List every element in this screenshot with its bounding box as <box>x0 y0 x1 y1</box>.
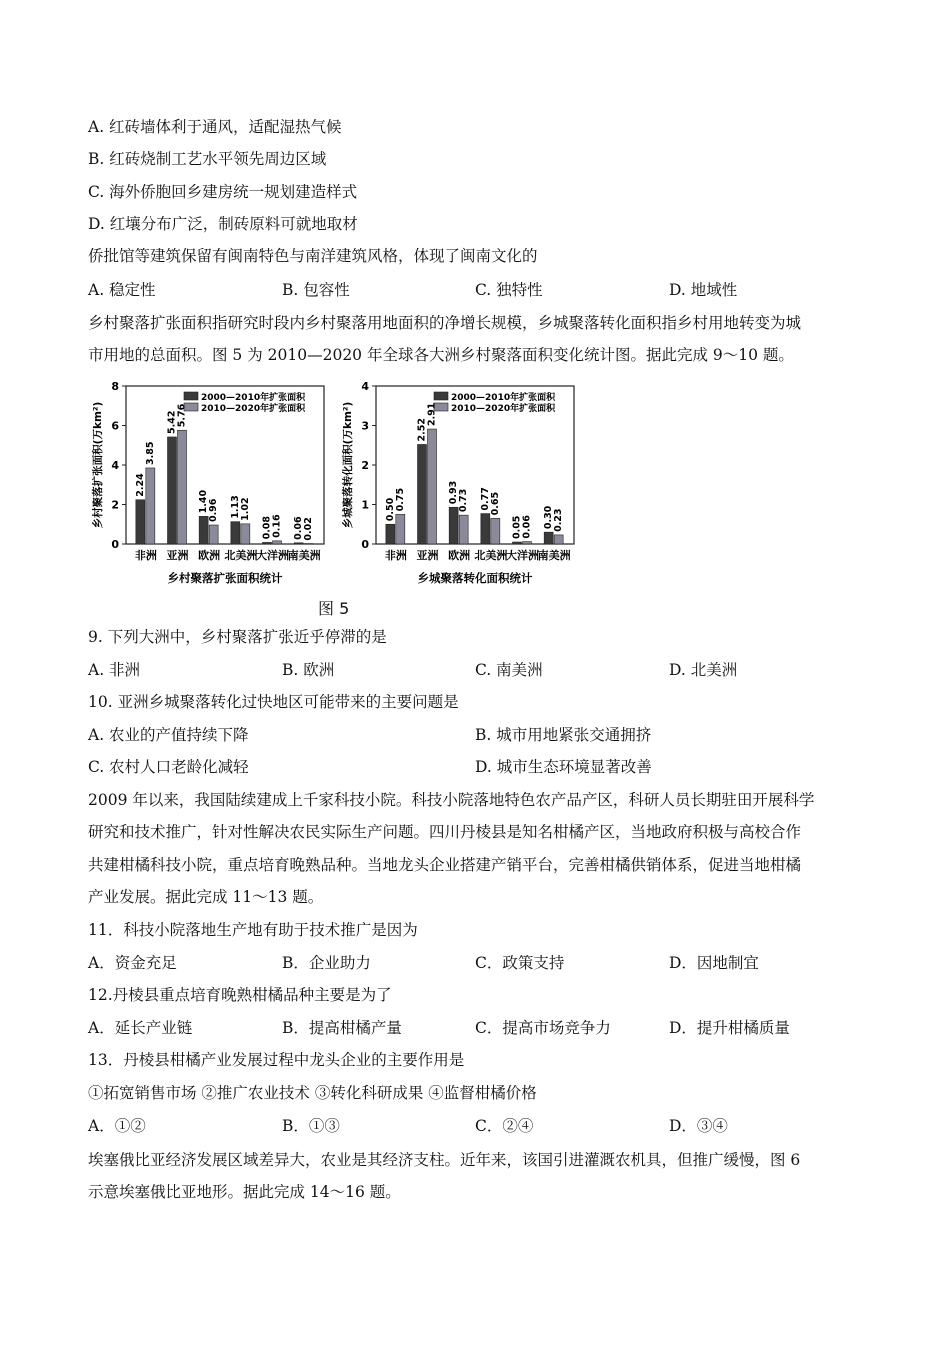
x-tick-label: 南美洲 <box>287 549 321 562</box>
q10-option-d: D. 城市生态环境显著改善 <box>475 758 652 776</box>
rural-expansion-chart <box>88 380 333 590</box>
bar <box>513 542 522 544</box>
q9-option-c: C. 南美洲 <box>475 661 543 679</box>
data-label: 0.02 <box>303 517 315 541</box>
bar <box>459 515 468 544</box>
q12-option-b: B．提高柑橘产量 <box>282 1019 402 1037</box>
bar <box>449 507 458 544</box>
data-label: 0.73 <box>458 488 470 513</box>
q13-items: ①拓宽销售市场 ②推广农业技术 ③转化科研成果 ④监督柑橘价格 <box>88 1084 537 1102</box>
intro-14-16-line1: 埃塞俄比亚经济发展区域差异大，农业是其经济支柱。近年来，该国引进灌溉农机具，但推广缓慢，图 6 <box>88 1151 801 1169</box>
data-label: 0.75 <box>394 487 406 512</box>
bar <box>396 514 405 544</box>
x-tick-label: 非洲 <box>384 549 407 562</box>
q10-stem: 10. 亚洲乡城聚落转化过快地区可能带来的主要问题是 <box>88 693 459 711</box>
y-tick-label: 8 <box>111 380 119 393</box>
bar <box>136 500 145 544</box>
x-tick-label: 北美洲 <box>474 549 508 562</box>
q8-option-c: C. 海外侨胞回乡建房统一规划建造样式 <box>88 183 358 201</box>
q8-option-b: B. 红砖烧制工艺水平领先周边区域 <box>88 150 327 168</box>
y-axis-label: 乡村聚落扩张面积(万km²) <box>92 401 104 529</box>
bar <box>178 430 187 544</box>
q8b-option-a: A. 稳定性 <box>88 281 156 299</box>
intro-14-16-line2: 示意埃塞俄比亚地形。据此完成 14～16 题。 <box>88 1183 401 1201</box>
bar <box>273 541 282 544</box>
q11-option-a: A．资金充足 <box>88 954 177 972</box>
y-axis-label: 乡城聚落转化面积(万km²) <box>342 401 354 529</box>
data-label: 1.40 <box>198 489 210 514</box>
x-tick-label: 亚洲 <box>166 549 189 562</box>
data-label: 2.24 <box>134 473 146 497</box>
q13-option-b: B．①③ <box>282 1117 340 1135</box>
q8-option-a: A. 红砖墙体利于通风，适配湿热气候 <box>88 118 342 136</box>
bar <box>418 444 427 544</box>
bar <box>554 535 563 544</box>
data-label: 0.08 <box>261 515 273 540</box>
bar <box>263 542 272 544</box>
q9-option-b: B. 欧洲 <box>282 661 335 679</box>
bar <box>544 532 553 544</box>
q8b-option-c: C. 独特性 <box>475 281 543 299</box>
data-label: 0.05 <box>511 515 523 540</box>
bar <box>491 518 500 544</box>
y-tick-label: 1 <box>361 498 369 512</box>
q11-option-d: D．因地制宜 <box>669 954 759 972</box>
y-tick-label: 3 <box>361 419 369 433</box>
y-tick-label: 6 <box>111 419 119 433</box>
bar <box>241 524 250 544</box>
bar <box>481 514 490 544</box>
legend-label: 2010—2020年扩张面积 <box>201 404 306 414</box>
y-tick-label: 4 <box>361 380 369 393</box>
legend-label: 2000—2010年扩张面积 <box>201 393 306 403</box>
q11-option-c: C．政策支持 <box>475 954 565 972</box>
data-label: 0.06 <box>521 515 533 539</box>
data-label: 2.91 <box>426 402 438 427</box>
x-tick-label: 非洲 <box>134 549 157 562</box>
bar <box>386 524 395 544</box>
y-tick-label: 2 <box>361 459 369 472</box>
x-tick-label: 大洋洲 <box>506 549 539 562</box>
intro-9-10-line2: 市用地的总面积。图 5 为 2010—2020 年全球各大洲乡村聚落面积变化统计图。据此完成 9～10 题。 <box>88 346 794 364</box>
intro-11-13-line1: 2009 年以来，我国陆续建成上千家科技小院。科技小院落地特色农产品产区，科研人员长期驻田开展科学 <box>88 791 815 809</box>
q9-stem: 9. 下列大洲中，乡村聚落扩张近乎停滞的是 <box>88 628 387 646</box>
x-tick-label: 南美洲 <box>537 549 571 562</box>
x-tick-label: 欧洲 <box>448 549 471 562</box>
q8b-stem: 侨批馆等建筑保留有闽南特色与南洋建筑风格，体现了闽南文化的 <box>88 247 538 265</box>
intro-11-13-line4: 产业发展。据此完成 11～13 题。 <box>88 888 324 906</box>
intro-9-10-line1: 乡村聚落扩张面积指研究时段内乡村聚落用地面积的净增长规模，乡城聚落转化面积指乡村用地转变为城 <box>88 314 802 332</box>
data-label: 3.85 <box>144 441 156 465</box>
figure-caption: 图 5 <box>318 599 350 618</box>
data-label: 0.65 <box>489 491 501 516</box>
q8-option-d: D. 红壤分布广泛，制砖原料可就地取材 <box>88 215 358 233</box>
q12-option-c: C．提高市场竞争力 <box>475 1019 611 1037</box>
bar <box>523 542 532 544</box>
bar <box>168 437 177 544</box>
data-label: 0.30 <box>543 505 555 530</box>
q13-option-a: A．①② <box>88 1117 146 1135</box>
q13-option-c: C．②④ <box>475 1117 534 1135</box>
data-label: 0.77 <box>479 487 491 511</box>
q8b-option-d: D. 地域性 <box>669 281 738 299</box>
data-label: 0.96 <box>208 498 220 523</box>
data-label: 0.16 <box>271 514 283 538</box>
legend-swatch <box>434 392 448 400</box>
bar <box>146 468 155 544</box>
bar <box>209 525 218 544</box>
intro-11-13-line3: 共建柑橘科技小院，重点培育晚熟品种。当地龙头企业搭建产销平台，完善柑橘供销体系，促进当地柑橘 <box>88 856 802 874</box>
rural-urban-conversion-chart <box>338 380 583 590</box>
x-tick-label: 欧洲 <box>198 549 221 562</box>
data-label: 1.02 <box>239 497 251 521</box>
data-label: 0.23 <box>553 508 565 532</box>
chart-title: 乡村聚落扩张面积统计 <box>167 571 283 585</box>
bar <box>231 522 240 544</box>
q11-stem: 11．科技小院落地生产地有助于技术推广是因为 <box>88 921 418 939</box>
data-label: 0.93 <box>448 480 460 505</box>
x-tick-label: 大洋洲 <box>256 549 289 562</box>
intro-11-13-line2: 研究和技术推广，针对性解决农民实际生产问题。四川丹棱县是知名柑橘产区，当地政府积极与高校合作 <box>88 823 802 841</box>
q10-option-b: B. 城市用地紧张交通拥挤 <box>475 726 652 744</box>
q12-stem: 12.丹棱县重点培育晚熟柑橘品种主要是为了 <box>88 986 392 1004</box>
data-label: 2.52 <box>416 418 428 442</box>
data-label: 1.13 <box>229 495 241 519</box>
bar <box>199 516 208 544</box>
y-tick-label: 2 <box>111 498 119 512</box>
chart-title: 乡城聚落转化面积统计 <box>417 571 533 585</box>
y-tick-label: 0 <box>361 538 369 551</box>
x-tick-label: 北美洲 <box>224 549 258 562</box>
q9-option-d: D. 北美洲 <box>669 661 738 679</box>
legend-label: 2000—2010年扩张面积 <box>451 393 556 403</box>
data-label: 5.76 <box>176 403 188 428</box>
x-tick-label: 亚洲 <box>416 549 439 562</box>
q11-option-b: B．企业助力 <box>282 954 371 972</box>
q12-option-a: A．延长产业链 <box>88 1019 193 1037</box>
q8b-option-b: B. 包容性 <box>282 281 350 299</box>
q13-stem: 13．丹棱县柑橘产业发展过程中龙头企业的主要作用是 <box>88 1051 465 1069</box>
q12-option-d: D．提升柑橘质量 <box>669 1019 790 1037</box>
q9-option-a: A. 非洲 <box>88 661 141 679</box>
q13-option-d: D．③④ <box>669 1117 728 1135</box>
legend-swatch <box>184 392 198 400</box>
y-tick-label: 4 <box>111 459 119 472</box>
data-label: 0.50 <box>384 497 396 522</box>
bar <box>294 543 303 544</box>
legend-label: 2010—2020年扩张面积 <box>451 404 556 414</box>
bar <box>428 429 437 544</box>
y-tick-label: 0 <box>111 538 119 551</box>
data-label: 5.42 <box>166 410 178 434</box>
data-label: 0.06 <box>293 516 305 540</box>
q10-option-a: A. 农业的产值持续下降 <box>88 726 249 744</box>
q10-option-c: C. 农村人口老龄化减轻 <box>88 758 249 776</box>
